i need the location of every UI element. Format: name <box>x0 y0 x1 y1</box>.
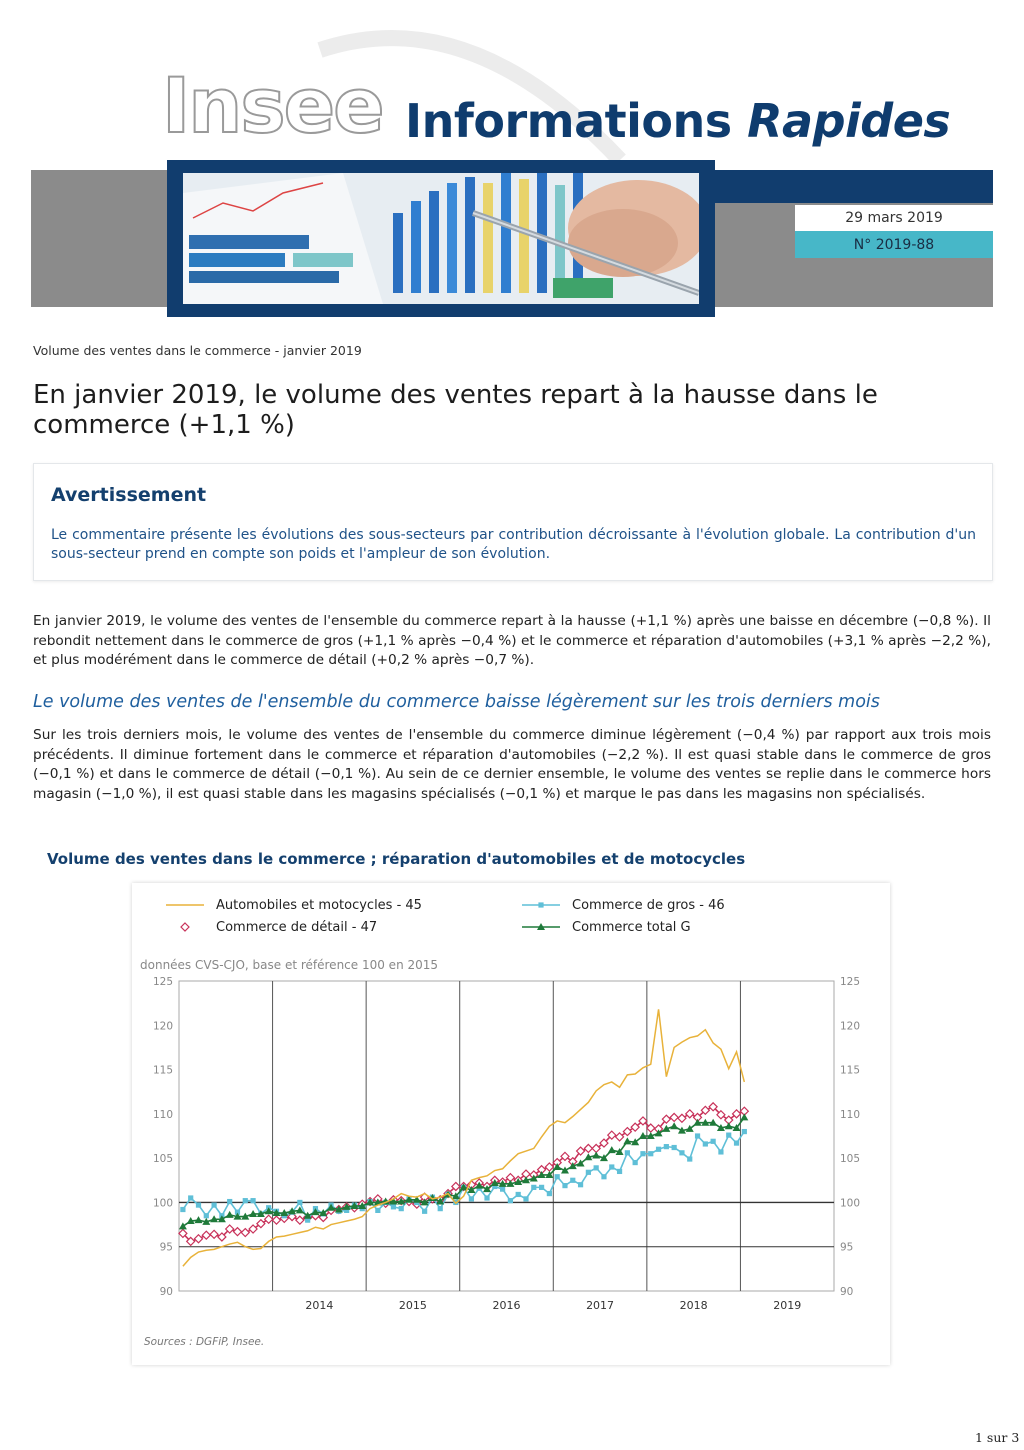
x-tick-label: 2019 <box>773 1299 802 1312</box>
data-point-square <box>204 1213 209 1218</box>
data-point-square <box>555 1174 560 1179</box>
legend-label: Automobiles et motocycles - 45 <box>216 898 422 913</box>
y-tick-label-right: 90 <box>840 1286 854 1298</box>
page-counter: 1 sur 3 <box>975 1430 1020 1445</box>
data-point-diamond <box>272 1216 280 1224</box>
legend-label: Commerce de gros - 46 <box>572 898 725 913</box>
y-tick-label-left: 125 <box>152 976 173 988</box>
data-point-square <box>570 1178 575 1183</box>
data-point-square <box>695 1133 700 1138</box>
y-tick-label-right: 115 <box>840 1064 861 1077</box>
publication-date: 29 mars 2019 <box>795 205 993 231</box>
article-headline: En janvier 2019, le volume des ventes repart à la hausse dans le commerce (+1,1 %) <box>33 380 878 440</box>
data-point-square <box>703 1141 708 1146</box>
data-point-diamond <box>202 1231 210 1239</box>
y-tick-label-right: 120 <box>840 1020 861 1033</box>
plot-frame <box>179 981 834 1291</box>
data-point-square <box>742 1129 747 1134</box>
y-tick-label-right: 105 <box>840 1153 861 1166</box>
data-point-diamond <box>181 923 189 931</box>
data-point-square <box>687 1156 692 1161</box>
data-point-square <box>718 1149 723 1154</box>
x-tick-label: 2017 <box>586 1299 615 1312</box>
data-point-square <box>188 1195 193 1200</box>
data-point-square <box>250 1198 255 1203</box>
series-automobiles-et-motocycles-45 <box>183 1009 744 1266</box>
data-point-square <box>531 1185 536 1190</box>
data-point-square <box>508 1198 513 1203</box>
y-tick-label-left: 90 <box>159 1286 173 1298</box>
legend-item <box>522 898 725 913</box>
data-point-square <box>211 1202 216 1207</box>
series-commerce-total-g <box>179 1113 748 1229</box>
legend-label: Commerce total G <box>572 920 691 935</box>
insee-logo[interactable]: Insee <box>162 61 383 150</box>
data-point-square <box>625 1150 630 1155</box>
chart-card <box>132 883 890 1365</box>
data-point-square <box>594 1165 599 1170</box>
data-point-square <box>640 1151 645 1156</box>
data-point-square <box>539 1185 544 1190</box>
data-point-square <box>196 1202 201 1207</box>
y-tick-label-left: 95 <box>159 1241 173 1254</box>
masthead-photo <box>183 173 699 304</box>
data-point-square <box>243 1198 248 1203</box>
charts-and-pen-illustration <box>183 173 699 304</box>
chart-legend <box>166 898 725 935</box>
series-commerce-de-d-tail-47 <box>179 1103 748 1246</box>
data-point-square <box>227 1199 232 1204</box>
publication-title-part1: Informations <box>405 94 732 148</box>
data-point-square <box>617 1169 622 1174</box>
x-tick-label: 2018 <box>679 1299 708 1312</box>
data-point-square <box>601 1174 606 1179</box>
data-point-triangle <box>194 1216 202 1223</box>
legend-item <box>166 898 422 913</box>
data-point-square <box>422 1209 427 1214</box>
data-point-square <box>578 1182 583 1187</box>
data-point-square <box>500 1187 505 1192</box>
y-tick-label-left: 115 <box>152 1064 173 1077</box>
data-point-triangle <box>592 1151 600 1158</box>
data-point-square <box>375 1208 380 1213</box>
y-tick-label-left: 120 <box>152 1020 173 1033</box>
data-point-triangle <box>725 1122 733 1129</box>
data-point-square <box>469 1196 474 1201</box>
data-point-diamond <box>210 1230 218 1238</box>
data-point-square <box>538 902 543 907</box>
data-point-square <box>484 1195 489 1200</box>
data-point-square <box>609 1164 614 1169</box>
data-point-square <box>399 1206 404 1211</box>
y-tick-label-left: 100 <box>152 1197 173 1210</box>
masthead-accent-strip <box>715 170 993 203</box>
legend-item <box>522 920 691 935</box>
data-point-square <box>664 1144 669 1149</box>
data-point-square <box>726 1133 731 1138</box>
data-point-triangle <box>226 1211 234 1218</box>
data-point-diamond <box>265 1215 273 1223</box>
warning-box <box>33 463 993 581</box>
data-point-diamond <box>678 1114 686 1122</box>
y-tick-label-right: 100 <box>840 1197 861 1210</box>
data-point-triangle <box>740 1113 748 1120</box>
data-point-diamond <box>584 1144 592 1152</box>
article-kicker: Volume des ventes dans le commerce - janvier 2019 <box>33 343 362 358</box>
y-tick-label-right: 110 <box>840 1108 861 1121</box>
x-tick-label: 2015 <box>398 1299 427 1312</box>
x-tick-label: 2014 <box>305 1299 334 1312</box>
data-point-square <box>734 1140 739 1145</box>
chart-source: Sources : DGFiP, Insee. <box>144 1336 265 1348</box>
data-point-diamond <box>194 1235 202 1243</box>
data-point-square <box>180 1207 185 1212</box>
data-point-square <box>523 1196 528 1201</box>
chart-subtitle: données CVS-CJO, base et référence 100 en 2015 <box>140 958 439 972</box>
data-point-square <box>562 1183 567 1188</box>
data-point-diamond <box>241 1229 249 1237</box>
publication-title-part2: Rapides <box>747 94 951 148</box>
section-paragraph: Sur les trois derniers mois, le volume des ventes de l'ensemble du commerce diminue légèrement (−0,4 %) par rapport aux trois mois précédents. Il diminue fortement dans le commerce et réparation d'automobiles (−2,2 %). Il est quasi stable dans le commerce de gros (−0,1 %) et dans le commerce de détail (−0,1 %). Au sein de ce dernier ensemble, le volume des ventes se replie dans le commerce hors magasin (−1,0 %), il est quasi stable dans les magasins spécialisés (−0,1 %) et marque le pas dans les magasins non spécialisés. <box>33 727 991 802</box>
y-tick-label-left: 105 <box>152 1153 173 1166</box>
y-tick-label-left: 110 <box>152 1108 173 1121</box>
data-point-square <box>711 1139 716 1144</box>
data-point-triangle <box>608 1146 616 1153</box>
intro-paragraph: En janvier 2019, le volume des ventes de l'ensemble du commerce repart à la hausse (+1,1 %) après une baisse en décembre (−0,8 %). Il rebondit nettement dans le commerce de gros (+1,1 % après −0,4 %) et le commerce et réparation d'automobiles (+3,1 % après −2,2 %), et plus modérément dans le commerce de détail (+0,2 % après −0,7 %). <box>33 613 991 669</box>
section-title: Le volume des ventes de l'ensemble du commerce baisse légèrement sur les trois derniers mois <box>33 692 880 712</box>
legend-item <box>181 920 377 935</box>
data-point-square <box>586 1170 591 1175</box>
data-point-square <box>648 1151 653 1156</box>
data-point-diamond <box>686 1110 694 1118</box>
publication-title <box>405 94 951 148</box>
data-point-diamond <box>670 1113 678 1121</box>
chart-title: Volume des ventes dans le commerce ; réparation d'automobiles et de motocycles <box>47 850 746 868</box>
legend-label: Commerce de détail - 47 <box>216 920 378 935</box>
warning-title: Avertissement <box>51 484 207 506</box>
data-point-diamond <box>296 1216 304 1224</box>
data-point-square <box>391 1204 396 1209</box>
y-tick-label-right: 95 <box>840 1241 854 1254</box>
data-point-square <box>297 1200 302 1205</box>
data-point-square <box>633 1160 638 1165</box>
data-point-triangle <box>623 1137 631 1144</box>
data-point-square <box>547 1191 552 1196</box>
sales-volume-chart <box>132 883 890 1365</box>
data-point-square <box>438 1206 443 1211</box>
issue-number: N° 2019-88 <box>795 231 993 258</box>
data-point-square <box>656 1147 661 1152</box>
data-point-square <box>672 1145 677 1150</box>
chart-plot-area <box>179 1009 748 1266</box>
x-tick-label: 2016 <box>492 1299 521 1312</box>
series-commerce-de-gros-46 <box>180 1129 747 1223</box>
chart-axes <box>153 976 860 1312</box>
data-point-square <box>679 1150 684 1155</box>
y-tick-label-right: 125 <box>840 976 861 988</box>
warning-text: Le commentaire présente les évolutions des sous-secteurs par contribution décroissante à l'évolution globale. La contribution d'un sous-secteur prend en compte son poids et l'ampleur de son évolution. <box>51 527 976 562</box>
data-point-square <box>516 1192 521 1197</box>
data-point-diamond <box>545 1163 553 1171</box>
data-point-triangle <box>179 1222 187 1229</box>
series-line <box>183 1009 744 1266</box>
data-point-triangle <box>670 1122 678 1129</box>
data-point-diamond <box>233 1228 241 1236</box>
